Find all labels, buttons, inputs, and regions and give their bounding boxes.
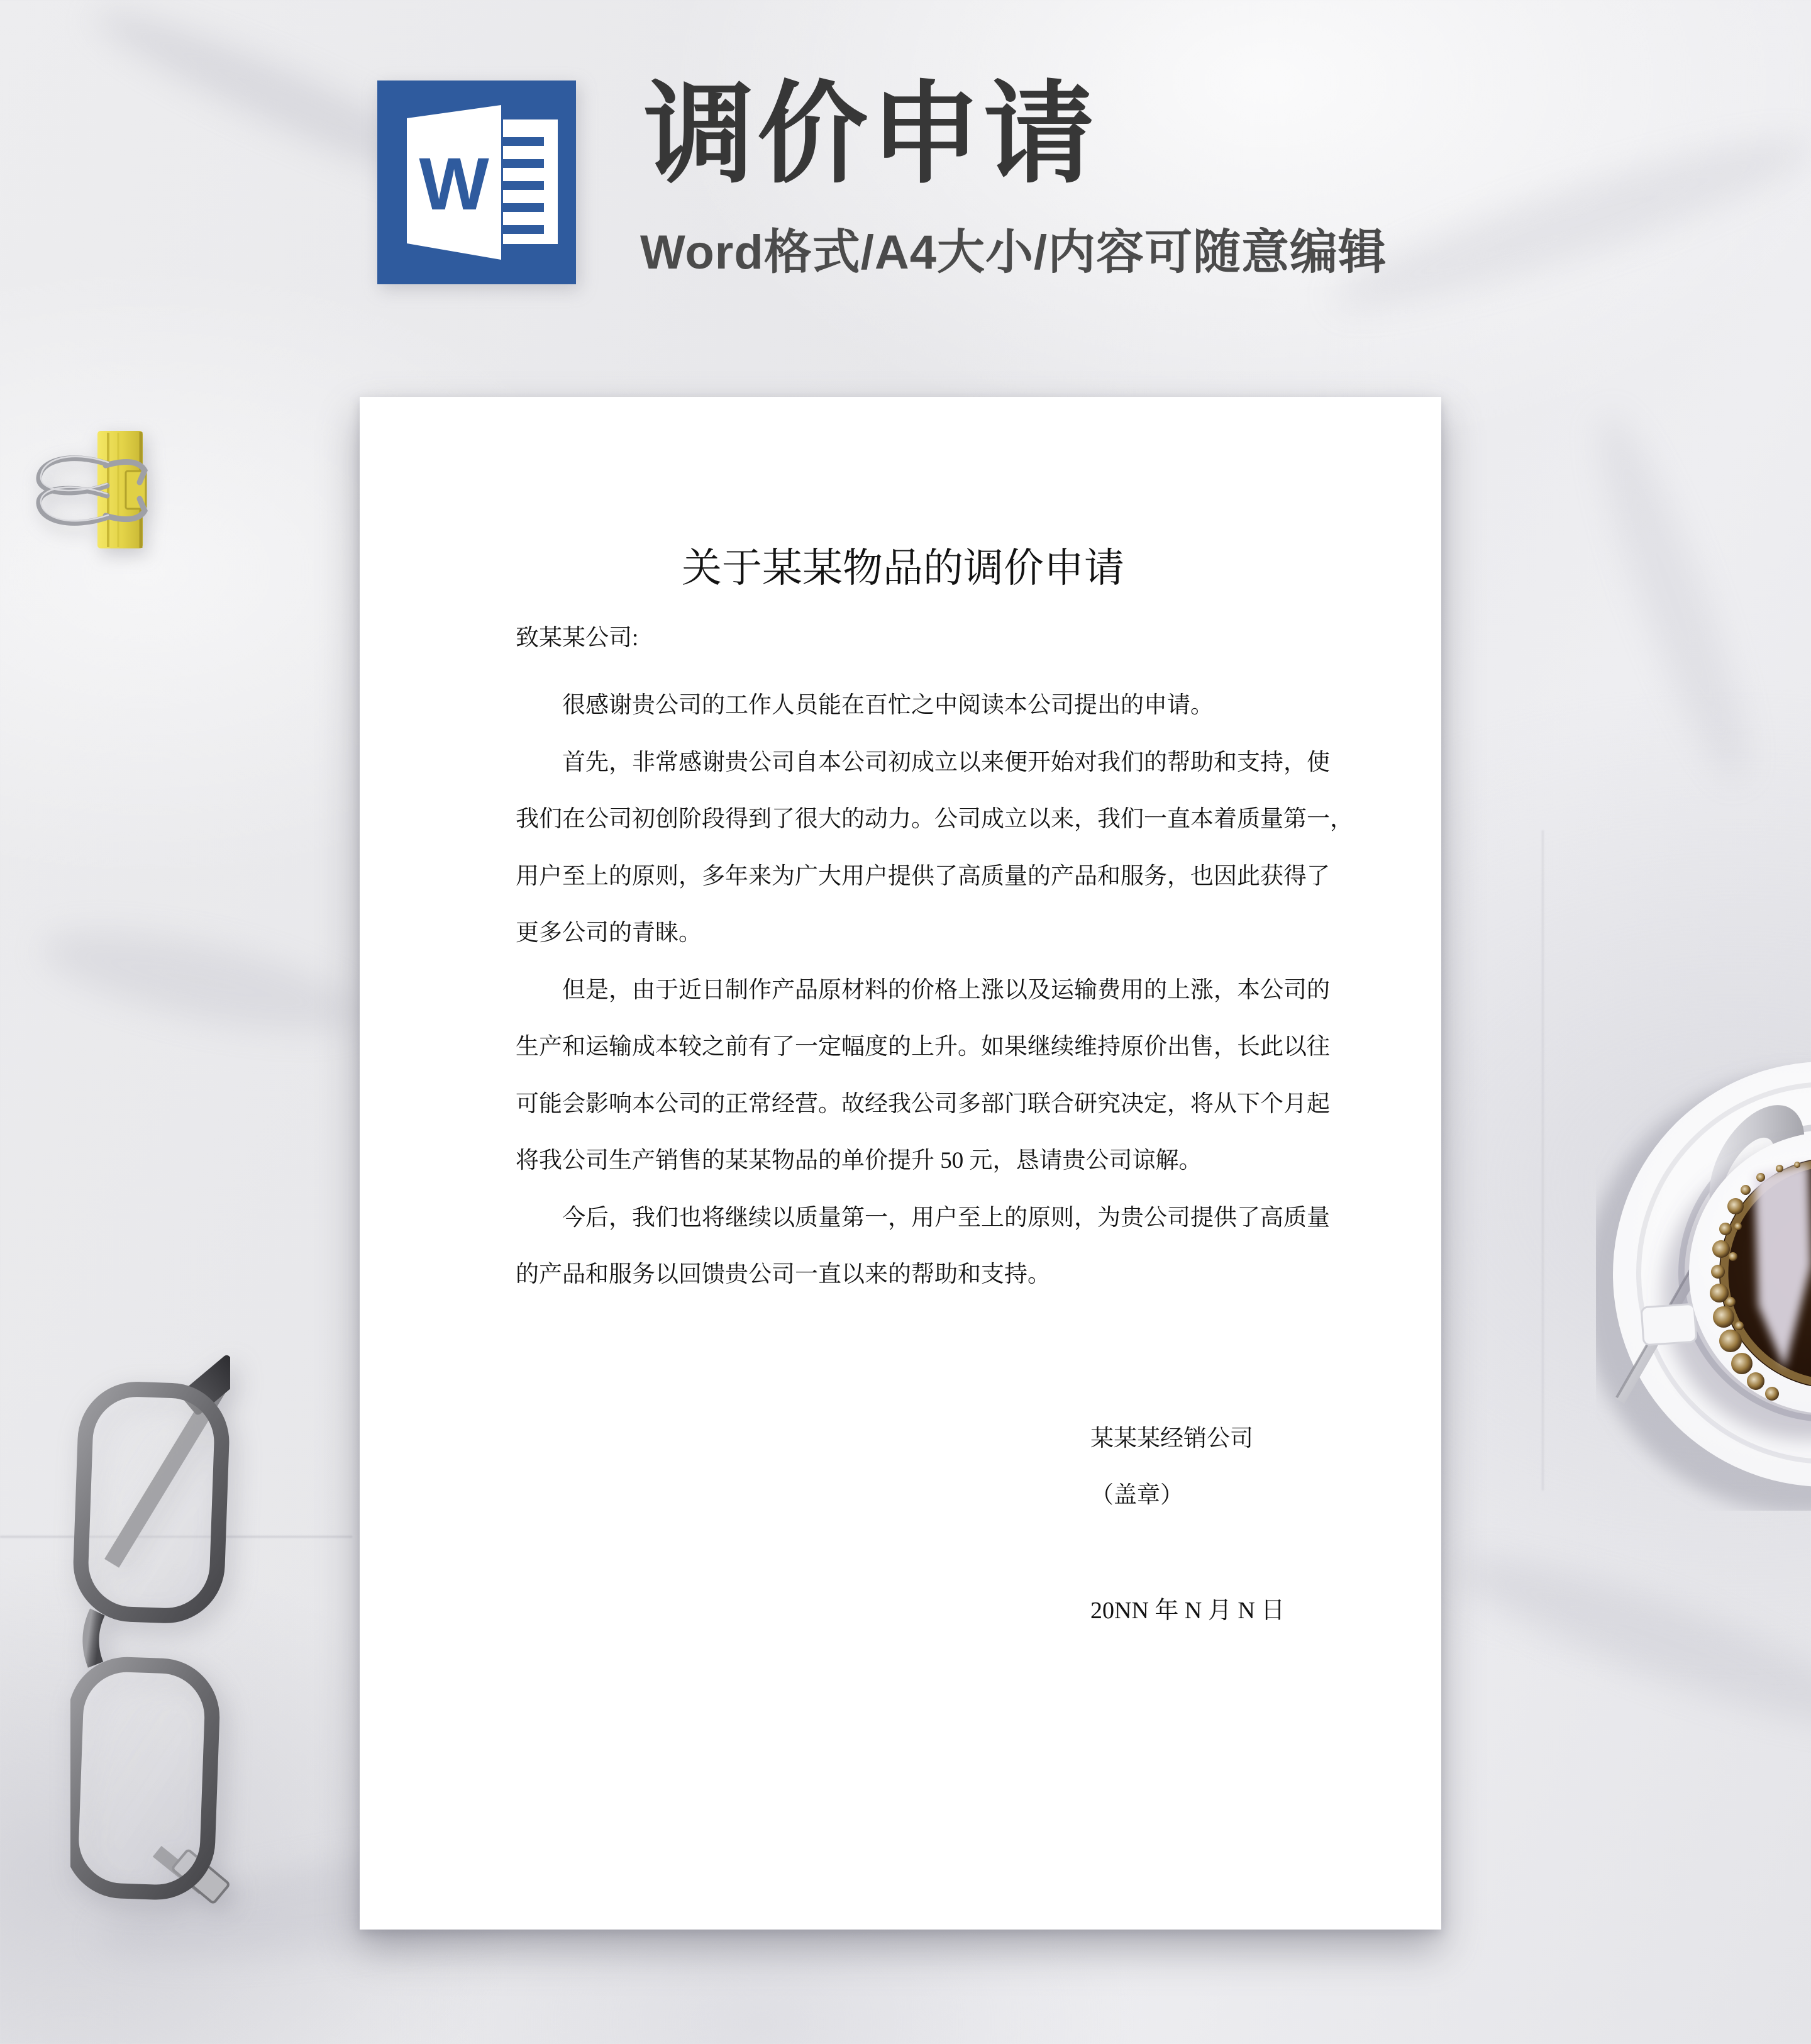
document-line: 更多公司的青睐。	[516, 920, 702, 947]
page-subtitle: Word格式/A4大小/内容可随意编辑	[640, 226, 1387, 279]
document-line: 的产品和服务以回馈贵公司一直以来的帮助和支持。	[516, 1262, 1051, 1288]
document-body	[516, 674, 1353, 1309]
glasses-lens-bottom	[70, 1663, 214, 1894]
page-title: 调价申请	[644, 73, 1097, 196]
signature-company: 某某某经销公司	[1090, 1426, 1253, 1452]
document-line: 将我公司生产销售的某某物品的单价提升 50 元，恳请贵公司谅解。	[516, 1148, 1202, 1174]
document-title: 关于某某物品的调价申请	[682, 546, 1124, 591]
glasses	[70, 1351, 230, 1908]
binder-clip	[33, 423, 155, 558]
word-icon	[377, 81, 576, 284]
glasses-lens-top	[79, 1387, 223, 1617]
document-line: 生产和运输成本较之前有了一定幅度的上升。如果继续维持原价出售，长此以往	[516, 1034, 1330, 1060]
document-line: 很感谢贵公司的工作人员能在百忙之中阅读本公司提出的申请。	[562, 692, 1214, 719]
signature-date: 20NN 年 N 月 N 日	[1090, 1597, 1285, 1624]
document-page	[360, 397, 1441, 1930]
coffee-cup	[1596, 1041, 1811, 1511]
cup-handle	[1641, 1304, 1697, 1345]
marble-vein	[1447, 1531, 1811, 1752]
document-line: 可能会影响本公司的正常经营。故经我公司多部门联合研究决定，将从下个月起	[516, 1091, 1330, 1117]
document-line: 我们在公司初创阶段得到了很大的动力。公司成立以来，我们一直本着质量第一，	[516, 806, 1353, 833]
marble-vein	[1322, 113, 1811, 334]
glasses-bridge	[90, 1612, 97, 1665]
marble-vein	[33, 910, 369, 1052]
marble-vein	[1576, 404, 1769, 792]
marble-seam	[1542, 830, 1544, 1491]
document-line: 今后，我们也将继续以质量第一，用户至上的原则，为贵公司提供了高质量	[562, 1204, 1330, 1231]
signature-seal: （盖章）	[1090, 1482, 1183, 1508]
document-line: 首先，非常感谢贵公司自本公司初成立以来便开始对我们的帮助和支持，使	[562, 749, 1330, 775]
word-icon-letter: W	[419, 143, 489, 226]
document-salutation: 致某某公司:	[516, 625, 639, 651]
document-line: 用户至上的原则，多年来为广大用户提供了高质量的产品和服务，也因此获得了	[516, 863, 1330, 889]
document-line: 但是，由于近日制作产品原材料的价格上涨以及运输费用的上涨，本公司的	[562, 977, 1330, 1003]
